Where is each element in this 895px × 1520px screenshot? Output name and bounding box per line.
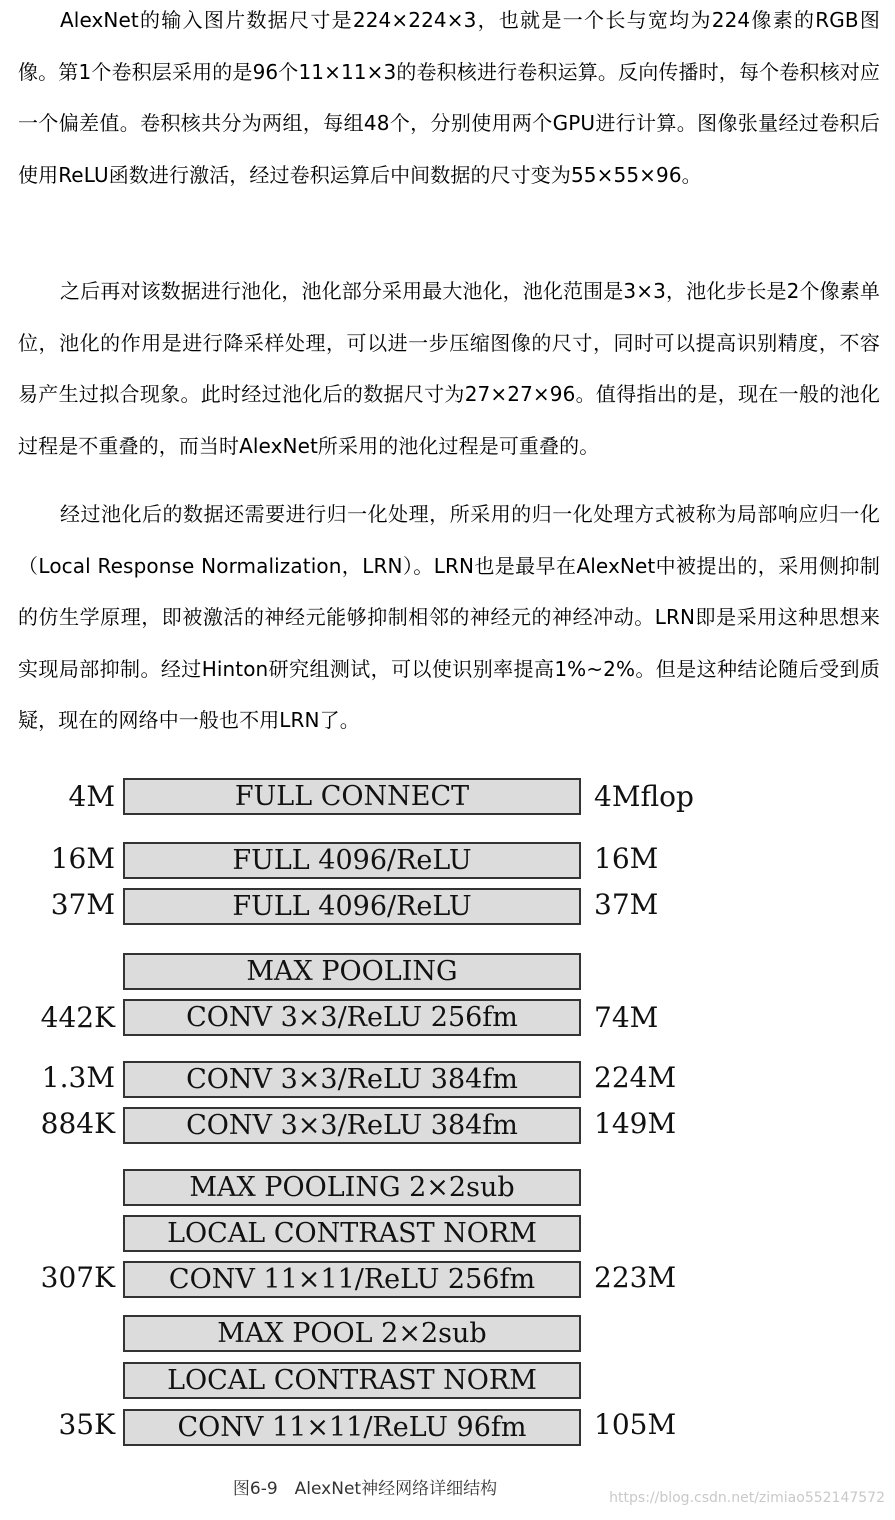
layer-box: MAX POOLING 2×2sub	[123, 1169, 581, 1206]
layer-flops-label: 149M	[594, 1107, 677, 1140]
alexnet-architecture-figure	[0, 770, 895, 1470]
layer-flops-label: 74M	[594, 1001, 659, 1034]
layer-box: CONV 3×3/ReLU 384fm	[123, 1061, 581, 1098]
paragraph-input-conv: AlexNet的输入图片数据尺寸是224×224×3，也就是一个长与宽均为224像素的RGB图像。第1个卷积层采用的是96个11×11×3的卷积核进行卷积运算。反向传播时，每个卷积核对应一个偏差值。卷积核共分为两组，每组48个，分别使用两个GPU进行计算。图像张量经过卷积后使用ReLU函数进行激活，经过卷积运算后中间数据的尺寸变为55×55×96。	[18, 8, 880, 187]
layer-flops-label: 37M	[594, 888, 659, 921]
figure-caption: 图6-9 AlexNet神经网络详细结构	[232, 1479, 498, 1499]
layer-flops-label: 105M	[594, 1408, 677, 1441]
layer-flops-label: 224M	[594, 1061, 677, 1094]
watermark: https://blog.csdn.net/zimiao552147572	[609, 1490, 885, 1506]
layer-box: MAX POOL 2×2sub	[123, 1315, 581, 1352]
paragraph-lrn: 经过池化后的数据还需要进行归一化处理，所采用的归一化处理方式被称为局部响应归一化（Local Response Normalization，LRN）。LRN也是最早在AlexNet中被提出的，采用侧抑制的仿生学原理，即被激活的神经元能够抑制相邻的神经元的神经冲动。LRN即是采用这种思想来实现局部抑制。经过Hinton研究组测试，可以使识别率提高1%~2%。但是这种结论随后受到质疑，现在的网络中一般也不用LRN了。	[18, 502, 880, 732]
layer-box: CONV 3×3/ReLU 384fm	[123, 1107, 581, 1144]
layer-params-label: 35K	[58, 1408, 115, 1441]
layer-params-label: 442K	[40, 1001, 115, 1034]
layer-params-label: 4M	[68, 780, 115, 813]
layer-params-label: 16M	[50, 842, 115, 875]
paragraph-pooling: 之后再对该数据进行池化，池化部分采用最大池化，池化范围是3×3，池化步长是2个像素单位，池化的作用是进行降采样处理，可以进一步压缩图像的尺寸，同时可以提高识别精度，不容易产生过拟合现象。此时经过池化后的数据尺寸为27×27×96。值得指出的是，现在一般的池化过程是不重叠的，而当时AlexNet所采用的池化过程是可重叠的。	[18, 279, 880, 458]
layer-box: CONV 11×11/ReLU 256fm	[123, 1261, 581, 1298]
layer-flops-label: 4Mflop	[594, 780, 694, 813]
layer-params-label: 884K	[40, 1107, 115, 1140]
layer-params-label: 307K	[40, 1261, 115, 1294]
layer-box: CONV 3×3/ReLU 256fm	[123, 999, 581, 1036]
layer-flops-label: 16M	[594, 842, 659, 875]
layer-box: LOCAL CONTRAST NORM	[123, 1362, 581, 1399]
layer-params-label: 37M	[50, 888, 115, 921]
layer-params-label: 1.3M	[41, 1061, 115, 1094]
layer-box: FULL CONNECT	[123, 778, 581, 815]
layer-box: FULL 4096/ReLU	[123, 842, 581, 879]
layer-box: FULL 4096/ReLU	[123, 888, 581, 925]
layer-box: MAX POOLING	[123, 953, 581, 990]
layer-flops-label: 223M	[594, 1261, 677, 1294]
layer-box: CONV 11×11/ReLU 96fm	[123, 1409, 581, 1446]
layer-box: LOCAL CONTRAST NORM	[123, 1215, 581, 1252]
